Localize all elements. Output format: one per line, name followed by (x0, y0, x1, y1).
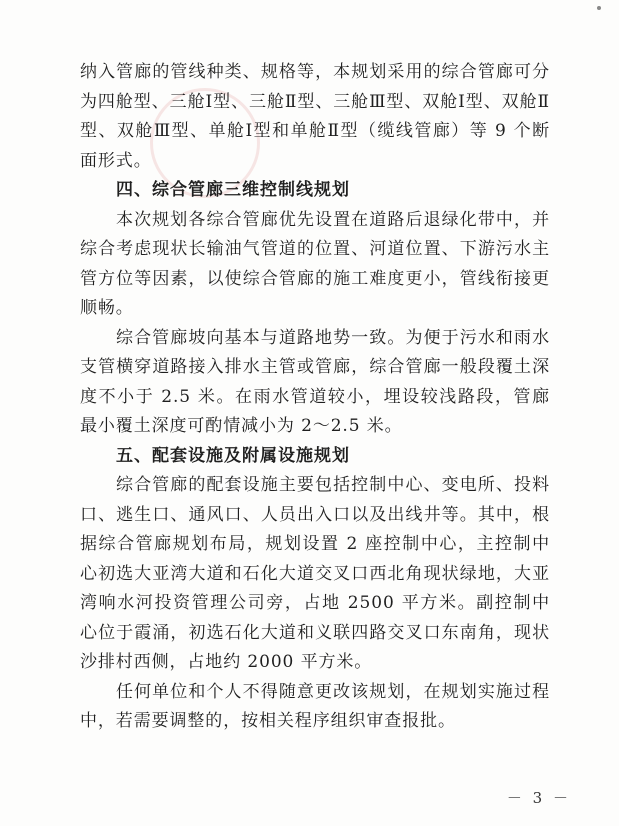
section-heading-3d-control-lines: 四、综合管廊三维控制线规划 (116, 180, 350, 200)
paragraph-placement: 本次规划各综合管廊优先设置在道路后退绿化带中，并综合考虑现状长输油气管道的位置、河道位置、下游污水主管方位等因素，以使综合管廊的施工难度更小，管线衔接更顺畅。 (80, 209, 550, 318)
paragraph-slope-cover-depth: 综合管廊坡向基本与道路地势一致。为便于污水和雨水支管横穿道路接入排水主管或管廊，综合管廊一般段覆土深度不小于 2.5 米。在雨水管道较小，埋设较浅路段，管廊最小覆土深度可酌情减小为 2～2.5 米。 (80, 327, 550, 436)
corner-dot (597, 6, 601, 10)
paragraph-cross-section-types: 纳入管廊的管线种类、规格等，本规划采用的综合管廊可分为四舱型、三舱Ⅰ型、三舱Ⅱ型、三舱Ⅲ型、双舱Ⅰ型、双舱Ⅱ型、双舱Ⅲ型、单舱Ⅰ型和单舱Ⅱ型（缆线管廊）等 9 个断面形式。 (80, 62, 550, 171)
paragraph-control-centers: 综合管廊的配套设施主要包括控制中心、变电所、投料口、逃生口、通风口、人员出入口以及出线井等。其中，根据综合管廊规划布局，规划设置 2 座控制中心，主控制中心初选大亚湾大道和石化大道交叉口西北角现状绿地，大亚湾响水河投资管理公司旁，占地 2500 平方米。副控制中心位于霞涌，初选石化大道和义联四路交叉口东南角，现状沙排村西侧，占地约 2000 平方米。 (80, 475, 550, 672)
document-body (80, 58, 550, 737)
section-heading-supporting-facilities: 五、配套设施及附属设施规划 (116, 445, 350, 466)
page-number: － 3 － (506, 789, 571, 807)
paragraph-no-modification: 任何单位和个人不得随意更改该规划，在规划实施过程中，若需要调整的，按相关程序组织审查报批。 (80, 681, 550, 731)
